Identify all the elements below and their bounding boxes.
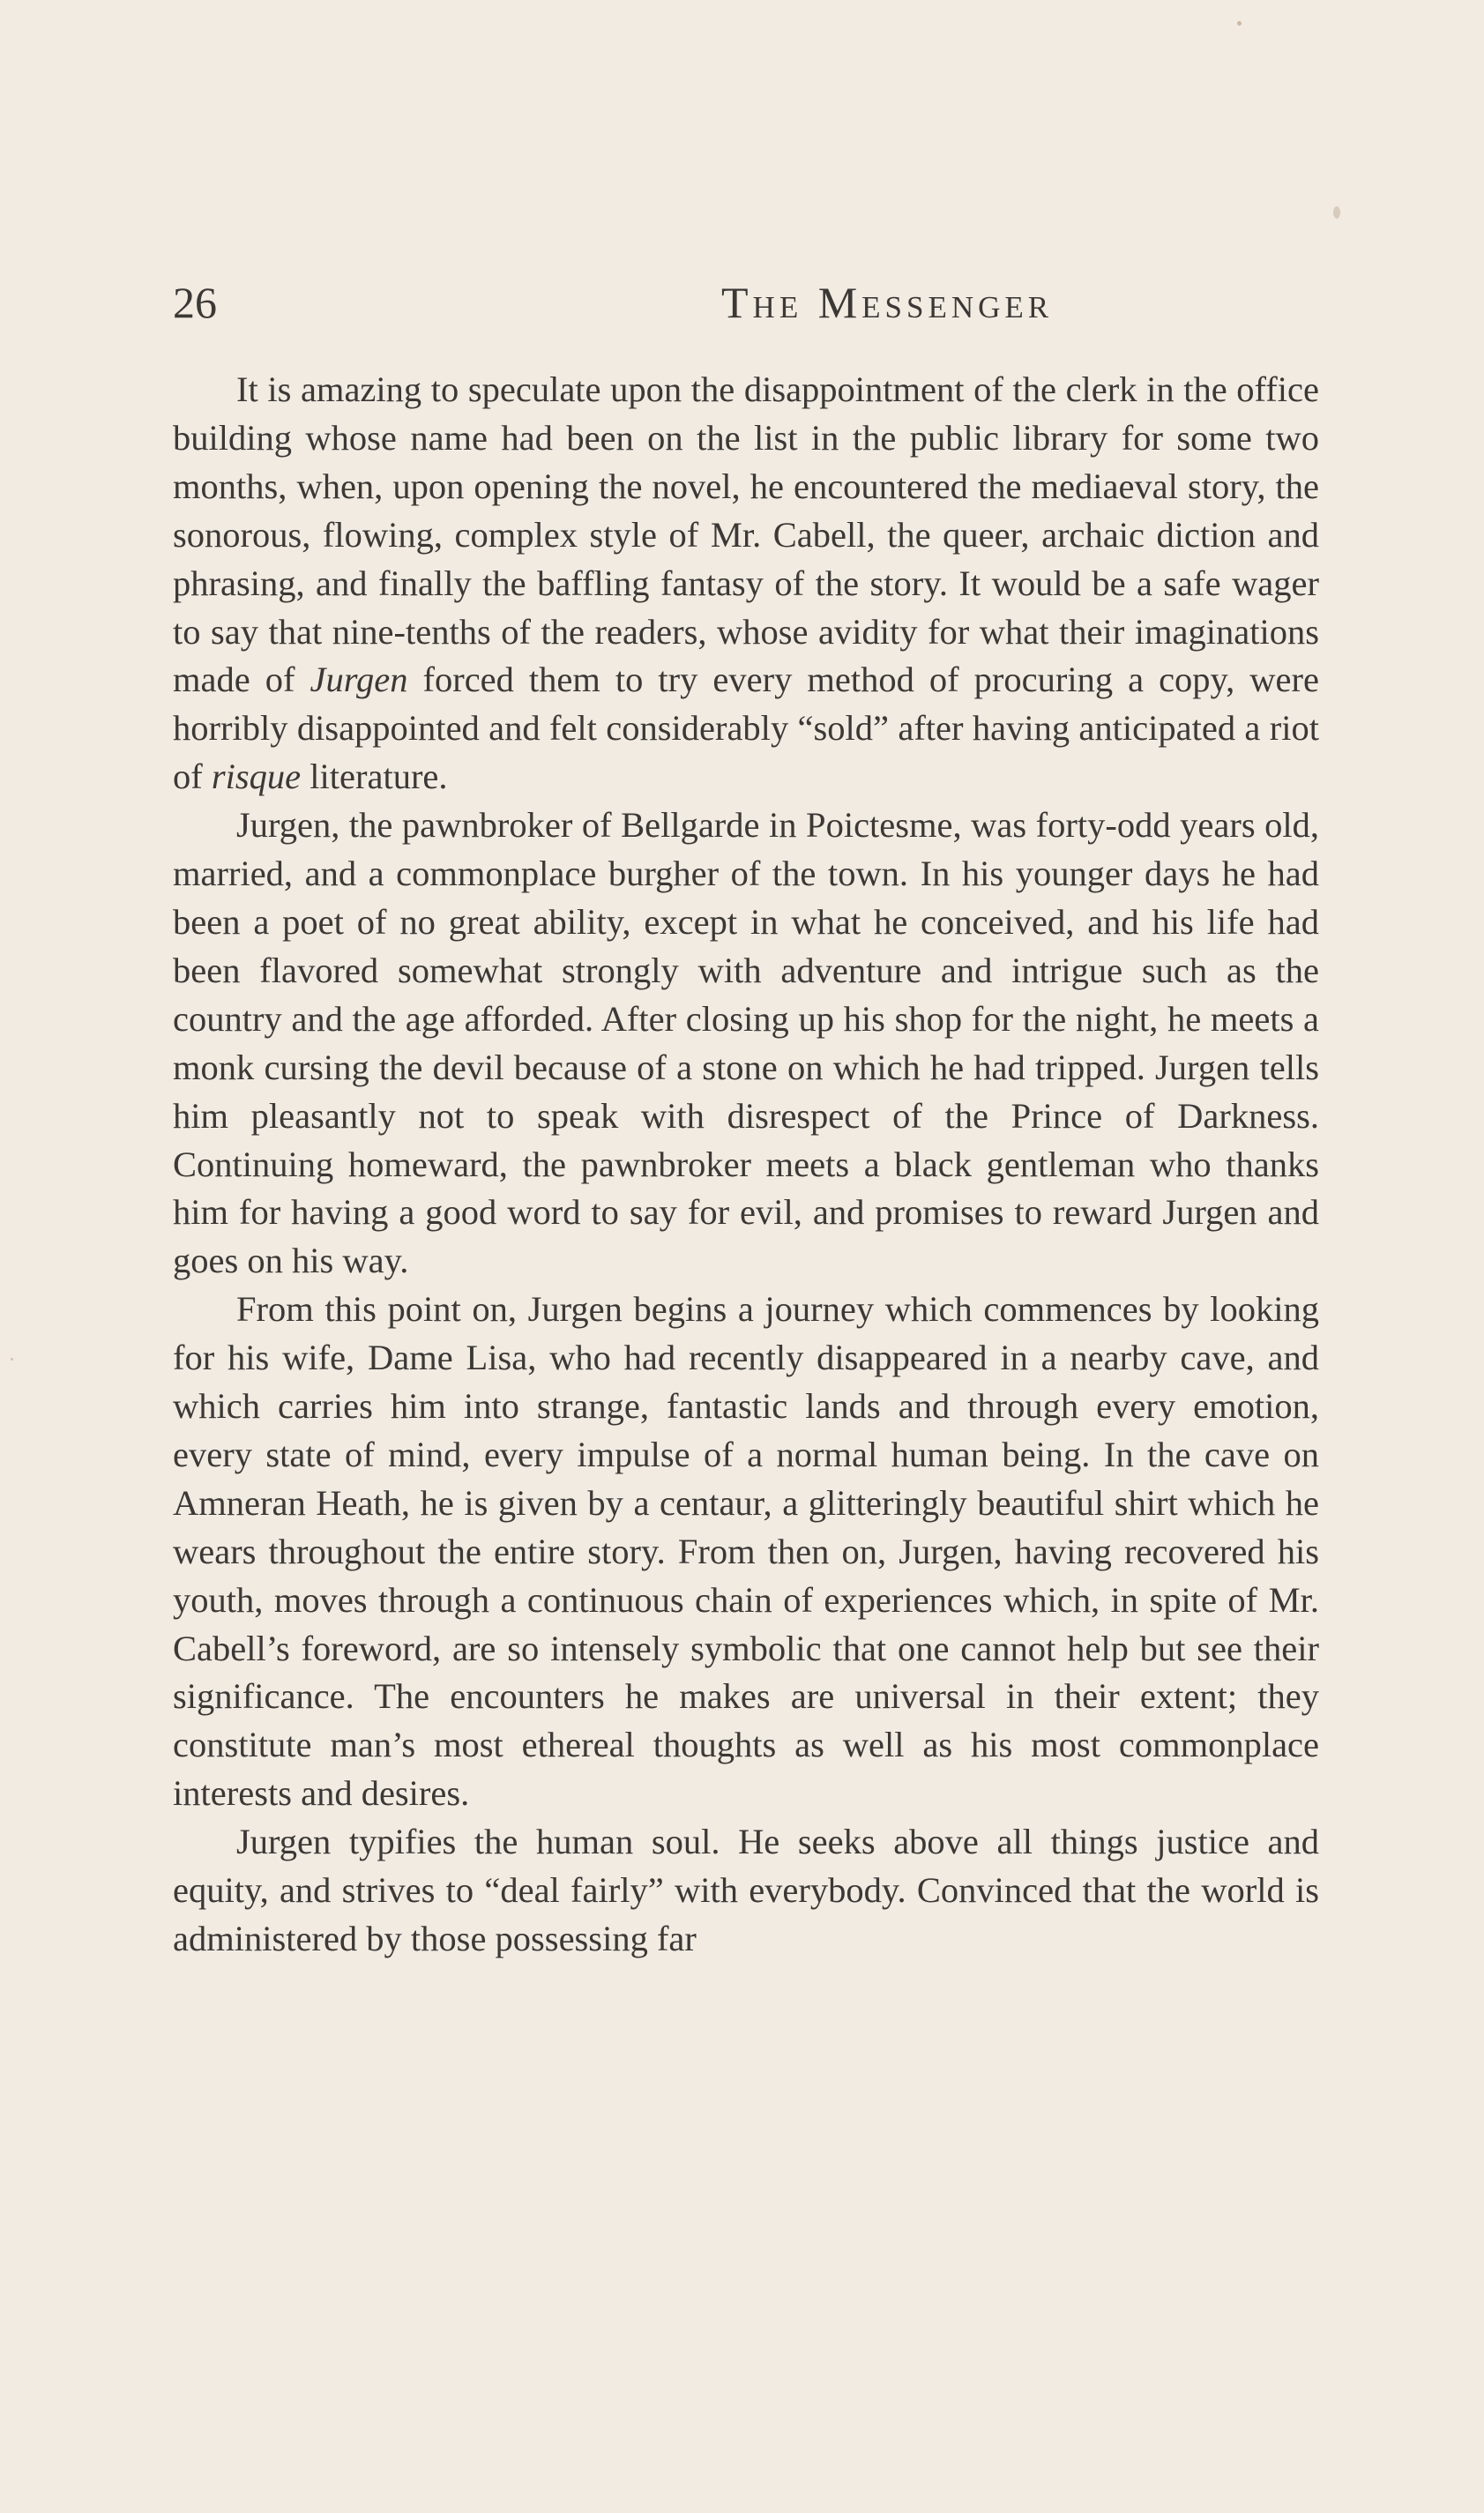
- paper-speck: [1237, 21, 1242, 26]
- paragraph-1-text-end: literature.: [301, 757, 448, 797]
- paragraph-1-text-middle: forced them to try every method of procuring a copy, were horribly disappointed and felt considerably “sold” after having anticipated a riot of: [173, 660, 1319, 797]
- paragraph-4: Jurgen typifies the human soul. He seeks above all things justice and equity, and strives to “deal fairly” with everybody. Convinced that the world is administered by those possessing far: [173, 1822, 1319, 1958]
- paragraph-3: From this point on, Jurgen begins a journey which commences by looking for his wife, Dame Lisa, who had recently disappeared in a nearby cave, and which carries him into strange, fantastic lands and through every emotion, every state of mind, every impulse of a normal human being. In the cave on Amneran Heath, he is given by a centaur, a glitteringly beautiful shirt which he wears throughout the entire story. From then on, Jurgen, having recovered his youth, moves through a continuous chain of experiences which, in spite of Mr. Cabell’s foreword, are so intensely symbolic that one cannot help but see their significance. The encounters he makes are universal in their extent; they constitute man’s most ethereal thoughts as well as his most commonplace interests and desires.: [173, 1289, 1319, 1814]
- italic-word-risque: risque: [211, 757, 302, 797]
- body-text: [173, 366, 1319, 1964]
- italic-title-jurgen: Jurgen: [309, 660, 408, 700]
- page-number: 26: [173, 278, 217, 327]
- running-title: The Messenger: [721, 278, 1054, 327]
- paper-speck: [1333, 206, 1340, 219]
- paragraph-1-text-start: It is amazing to speculate upon the disappointment of the clerk in the office building whose name had been on the list in the public library for some two months, when, upon opening the novel, he encountered the mediaeval story, the sonorous, flowing, complex style of Mr. Cabell, the queer, archaic diction and phrasing, and finally the baffling fantasy of the story. It would be a safe wager to say that nine-tenths of the readers, whose avidity for what their imaginations made of: [173, 369, 1319, 700]
- paper-speck: [11, 1358, 13, 1361]
- page-header: [173, 272, 1319, 333]
- paragraph-2: Jurgen, the pawnbroker of Bellgarde in Poictesme, was forty-odd years old, married, and a commonplace burgher of the town. In his younger days he had been a poet of no great ability, except in what he conceived, and his life had been flavored somewhat strongly with adventure and intrigue such as the country and the age afforded. After closing up his shop for the night, he meets a monk cursing the devil because of a stone on which he had tripped. Jurgen tells him pleasantly not to speak with disrespect of the Prince of Darkness. Continuing homeward, the pawnbroker meets a black gentleman who thanks him for having a good word to say for evil, and promises to reward Jurgen and goes on his way.: [173, 805, 1319, 1281]
- paragraph-1: [173, 366, 1319, 802]
